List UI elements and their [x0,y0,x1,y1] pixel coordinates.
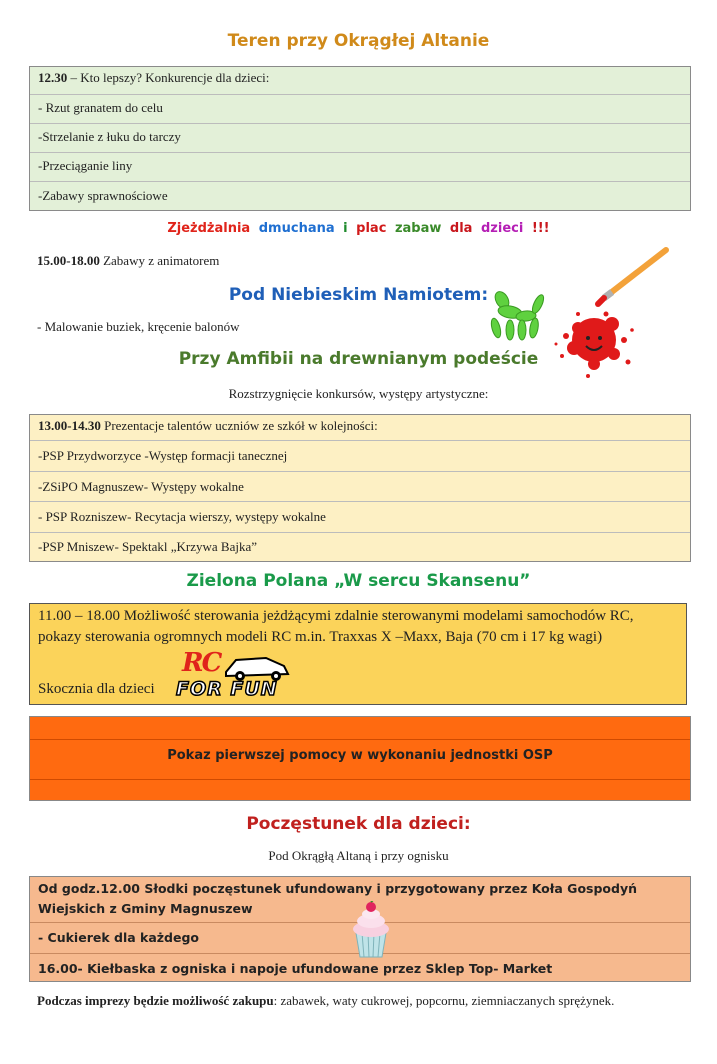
amfibia-table [29,414,691,562]
slide-banner [0,221,717,236]
divider [30,779,690,780]
balloon-dog-icon [488,290,548,342]
banner-word: i [343,221,348,236]
section-title-zielona-polana: Zielona Polana „W sercu Skansenu” [186,571,531,591]
rc-for-fun-logo [176,648,296,704]
table-row: 13.00-14.30 Prezentacje talentów uczniów ze szkół w kolejności: [30,415,690,441]
osp-text: Pokaz pierwszej pomocy w wykonaniu jednostki OSP [167,748,553,763]
footer-note: Podczas imprezy będzie możliwość zakupu: zabawek, waty cukrowej, popcornu, ziemniaczanych sprężynek. [37,993,615,1008]
table-row: - Cukierek dla każdego [38,930,199,945]
animator-line: 15.00-18.00 Zabawy z animatorem [37,253,220,268]
namiot-activity: - Malowanie buziek, kręcenie balonów [37,319,240,334]
osp-box [29,716,691,801]
banner-word: dzieci [480,221,524,236]
table-row: 12.30 – Kto lepszy? Konkurencje dla dzieci: [30,67,690,95]
table-row: -ZSiPO Magnuszew- Występy wokalne [30,472,690,502]
table-row: 16.00- Kiełbaska z ogniska i napoje ufundowane przez Sklep Top- Market [38,961,553,976]
amfibia-subtitle: Rozstrzygnięcie konkursów, występy artystyczne: [228,386,489,401]
section-title-poczestunek: Poczęstunek dla dzieci: [246,814,471,834]
divider [30,739,690,740]
table-row: -Przeciąganie liny [30,153,690,182]
table-row: - Rzut granatem do celu [30,95,690,124]
rc-description: 11.00 – 18.00 Możliwość sterowania jeżdżącymi zdalnie sterowanymi modelami samochodów RC, pokazy sterowania ogromnych modeli RC m.in. Traxxas X –Maxx, Baja (70 cm i 17 kg wagi) [38,608,634,645]
table-row: -PSP Przydworzyce -Występ formacji tanecznej [30,441,690,472]
rc-logo-letters: RC [182,648,221,678]
skocznia-line: Skocznia dla dzieci [38,681,155,697]
banner-word: plac [356,221,387,236]
table-row: -Zabawy sprawnościowe [38,188,168,203]
banner-word: Zjeżdżalnia [167,221,251,236]
section-title-amfibia: Przy Amfibii na drewnianym podeście [178,349,539,369]
okragla-altana-table [29,66,691,211]
section-title-okragla-altana: Teren przy Okrągłej Altanie [227,31,490,51]
table-row: - PSP Rozniszew- Recytacja wierszy, występy wokalne [30,502,690,533]
banner-word: dla [449,221,473,236]
banner-word: !!! [531,221,550,236]
poczestunek-subtitle: Pod Okrągłą Altaną i przy ognisku [268,848,449,863]
table-row: -Strzelanie z łuku do tarczy [30,124,690,153]
for-fun-text: FOR FUN [176,678,278,700]
banner-word: zabaw [394,221,442,236]
banner-word: dmuchana [258,221,335,236]
table-row: -PSP Mniszew- Spektakl „Krzywa Bajka” [38,539,258,554]
section-title-niebieski-namiot: Pod Niebieskim Namiotem: [228,285,489,305]
cupcake-icon [348,901,394,959]
table-row: Od godz.12.00 Słodki poczęstunek ufundowany i przygotowany przez Koła Gospodyń Wiejskich z Gminy Magnuszew [38,881,637,916]
zielona-polana-box [29,603,687,705]
poczestunek-table [29,876,691,982]
